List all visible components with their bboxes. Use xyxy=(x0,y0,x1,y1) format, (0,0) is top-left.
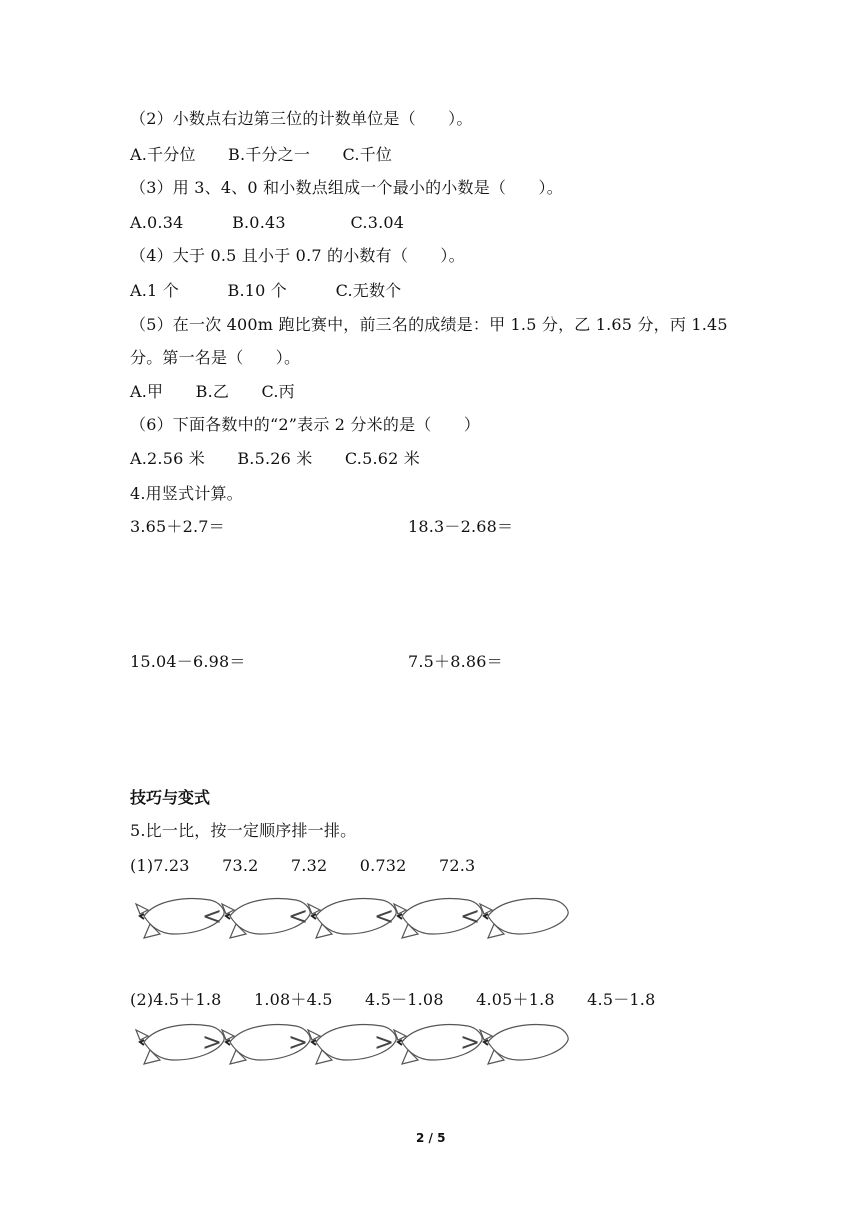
rocket-row-1-graphic xyxy=(130,892,552,942)
question-6-options: A.2.56 米 B.5.26 米 C.5.62 米 xyxy=(130,449,420,468)
rocket-row-1 xyxy=(130,892,552,942)
rocket-row-2-rocket-icon[interactable] xyxy=(480,1025,568,1064)
rocket-row-1-comparison-sign: < xyxy=(202,902,223,930)
page-number: 2 / 5 xyxy=(416,1131,446,1145)
question-3-options: A.0.34 B.0.43 C.3.04 xyxy=(130,213,405,232)
rocket-row-2-comparison-sign: > xyxy=(202,1028,223,1056)
rocket-row-2-comparison-sign: > xyxy=(374,1028,395,1056)
compare-part-1: (1)7.23 73.2 7.32 0.732 72.3 xyxy=(130,856,476,875)
rocket-row-1-comparison-sign: < xyxy=(288,902,309,930)
calc-item-2: 18.3－2.68＝ xyxy=(408,517,514,536)
question-2-stem: （2）小数点右边第三位的计数单位是（ ）。 xyxy=(130,109,473,128)
question-3-stem: （3）用 3、4、0 和小数点组成一个最小的小数是（ ）。 xyxy=(130,178,563,197)
rocket-row-2-graphic xyxy=(130,1018,552,1068)
rocket-row-2 xyxy=(130,1018,552,1068)
calc-item-3: 15.04－6.98＝ xyxy=(130,652,246,671)
rocket-row-2-comparison-sign: > xyxy=(288,1028,309,1056)
question-5-options: A.甲 B.乙 C.丙 xyxy=(130,382,295,401)
rocket-row-2-comparison-sign: > xyxy=(460,1028,481,1056)
rocket-row-1-rocket-icon[interactable] xyxy=(480,899,568,938)
calc-item-1: 3.65＋2.7＝ xyxy=(130,517,225,536)
vertical-calc-title: 4.用竖式计算。 xyxy=(130,484,243,503)
calc-item-4: 7.5＋8.86＝ xyxy=(408,652,503,671)
question-4-options: A.1 个 B.10 个 C.无数个 xyxy=(130,281,402,300)
section-title-skills: 技巧与变式 xyxy=(130,788,211,807)
question-2-options: A.千分位 B.千分之一 C.千位 xyxy=(130,145,393,164)
compare-part-2: (2)4.5＋1.8 1.08＋4.5 4.5－1.08 4.05＋1.8 4.5－1.8 xyxy=(130,990,656,1009)
rocket-row-1-comparison-sign: < xyxy=(374,902,395,930)
rocket-row-1-comparison-sign: < xyxy=(460,902,481,930)
question-5-stem-line1: （5）在一次 400m 跑比赛中，前三名的成绩是：甲 1.5 分，乙 1.65 分，丙 1.45 xyxy=(130,315,728,334)
question-5-compare-title: 5.比一比，按一定顺序排一排。 xyxy=(130,821,357,840)
question-5-stem-line2: 分。第一名是（ ）。 xyxy=(130,348,301,367)
question-6-stem: （6）下面各数中的“2”表示 2 分米的是（ ） xyxy=(130,415,481,434)
question-4-stem: （4）大于 0.5 且小于 0.7 的小数有（ ）。 xyxy=(130,246,465,265)
